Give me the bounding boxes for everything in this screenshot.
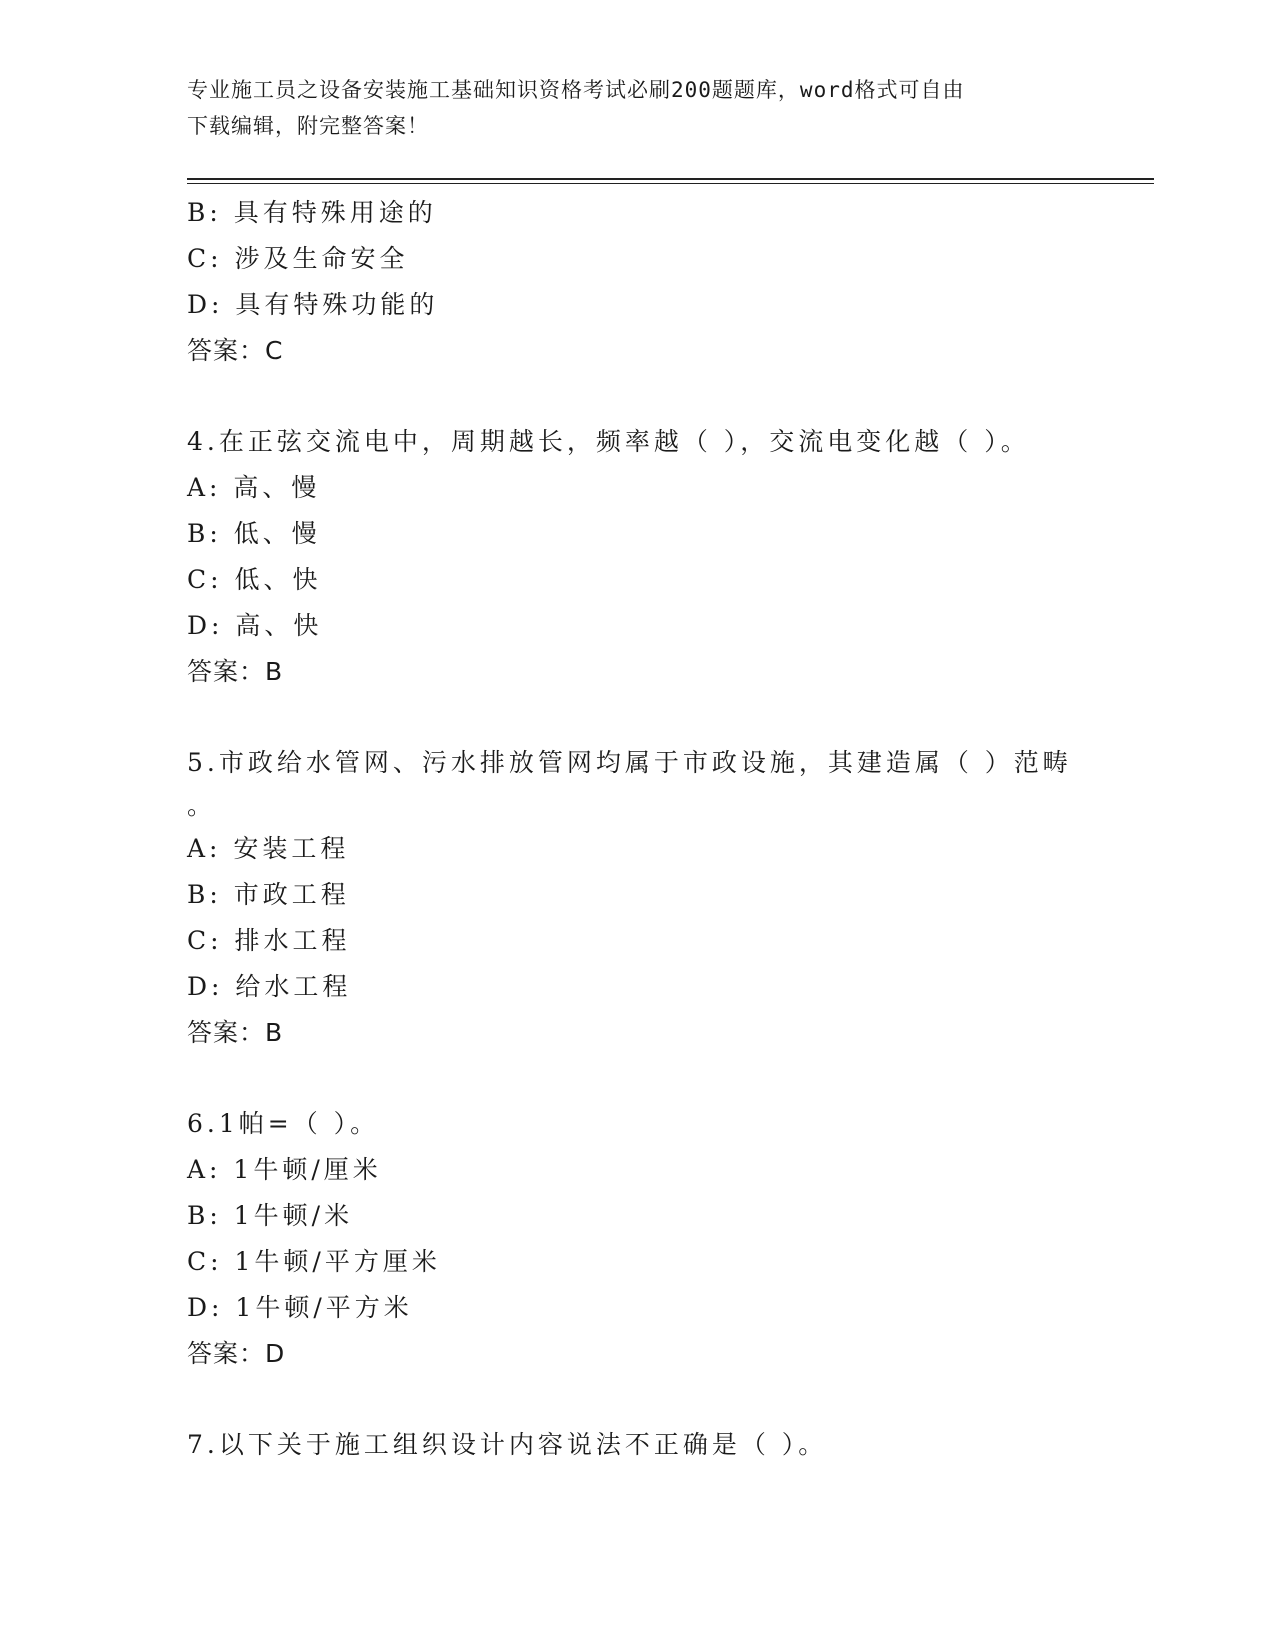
answer-text: 答案：B — [187, 1018, 284, 1047]
option-d: D: 高、快 — [187, 611, 323, 640]
option-c: C: 1牛顿/平方厘米 — [187, 1247, 441, 1276]
question-7-block — [187, 1422, 1087, 1468]
question-text: 6.1帕=（ ）。 — [187, 1109, 380, 1138]
spacer — [187, 695, 1087, 740]
option-d: D: 1牛顿/平方米 — [187, 1293, 413, 1322]
answer-text: 答案：D — [187, 1339, 286, 1368]
option-a: A: 1牛顿/厘米 — [187, 1155, 382, 1184]
question-3-block — [187, 190, 1087, 374]
question-text: 4.在正弦交流电中，周期越长，频率越（ ），交流电变化越（ ）。 — [187, 427, 1030, 456]
header-title-line-1: 专业施工员之设备安装施工基础知识资格考试必刷200题题库，word格式可自由 — [187, 78, 965, 102]
option-a: A: 高、慢 — [187, 473, 321, 502]
answer-text: 答案：C — [187, 336, 284, 365]
question-5-block — [187, 740, 1087, 1056]
question-text-wrap: 。 — [187, 791, 213, 820]
spacer — [187, 1056, 1087, 1101]
header-title-line-2: 下载编辑，附完整答案！ — [187, 114, 429, 138]
option-c: C: 低、快 — [187, 565, 322, 594]
option-b: B: 具有特殊用途的 — [187, 198, 437, 227]
spacer — [187, 374, 1087, 419]
header-divider — [187, 178, 1154, 184]
option-c: C: 涉及生命安全 — [187, 244, 409, 273]
question-text: 7.以下关于施工组织设计内容说法不正确是（ ）。 — [187, 1430, 828, 1459]
answer-text: 答案：B — [187, 657, 284, 686]
document-header — [187, 72, 1067, 144]
spacer — [187, 1377, 1087, 1422]
option-a: A: 安装工程 — [187, 834, 350, 863]
option-b: B: 市政工程 — [187, 880, 350, 909]
option-c: C: 排水工程 — [187, 926, 351, 955]
option-d: D: 给水工程 — [187, 972, 352, 1001]
option-b: B: 1牛顿/米 — [187, 1201, 354, 1230]
question-6-block — [187, 1101, 1087, 1377]
question-4-block — [187, 419, 1087, 695]
question-text: 5.市政给水管网、污水排放管网均属于市政设施，其建造属（ ）范畴 — [187, 748, 1072, 777]
option-b: B: 低、慢 — [187, 519, 321, 548]
option-d: D: 具有特殊功能的 — [187, 290, 439, 319]
question-list — [187, 190, 1087, 1468]
